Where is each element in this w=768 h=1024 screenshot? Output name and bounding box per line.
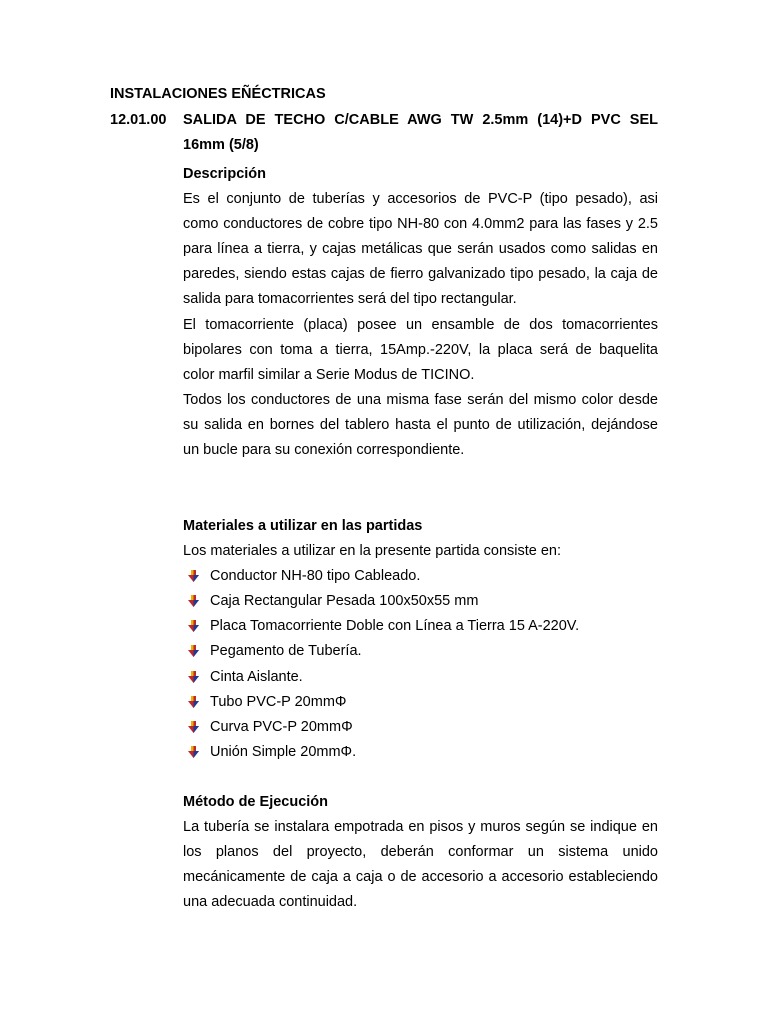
list-item (183, 740, 658, 765)
descripcion-paragraph-2: El tomacorriente (placa) posee un ensamble de dos tomacorrientes bipolares con toma a tierra, 15Amp.-220V, la placa será de baquelita color marfil similar a Serie Modus de TICINO. (183, 316, 658, 383)
material-text: Conductor NH-80 tipo Cableado. (210, 568, 421, 585)
item-heading (110, 108, 658, 158)
arrow-bullet-icon (188, 595, 199, 608)
arrow-bullet-icon (188, 696, 199, 709)
metodo-paragraph: La tubería se instalara empotrada en pisos y muros según se indique en los planos del proyecto, deberán conformar un sistema unido mecánicamente de caja a caja o de accesorio a accesorio estableciendo una adecuada continuidad. (183, 819, 658, 911)
descripcion-title: Descripción (183, 166, 266, 182)
item-code: 12.01.00 (110, 112, 167, 128)
metodo-section (183, 790, 658, 915)
material-text: Tubo PVC-P 20mmΦ (210, 693, 347, 710)
item-title-line1: SALIDA DE TECHO C/CABLE AWG TW 2.5mm (14)+D PVC SEL (183, 112, 658, 128)
document-title: INSTALACIONES EÑÉCTRICAS (110, 86, 326, 102)
material-text: Curva PVC-P 20mmΦ (210, 718, 353, 735)
material-text: Caja Rectangular Pesada 100x50x55 mm (210, 593, 479, 610)
descripcion-paragraph-3: Todos los conductores de una misma fase serán del mismo color desde su salida en bornes del tablero hasta el punto de utilización, dejándose un bucle para su conexión correspondiente. (183, 391, 658, 459)
arrow-bullet-icon (188, 746, 199, 759)
item-heading-line1 (110, 108, 658, 133)
arrow-bullet-icon (188, 671, 199, 684)
materiales-title: Materiales a utilizar en las partidas (183, 518, 423, 534)
list-item (183, 614, 658, 639)
metodo-title: Método de Ejecución (183, 794, 329, 810)
list-item (183, 564, 658, 589)
arrow-bullet-icon (188, 721, 199, 734)
descripcion-section (183, 162, 658, 463)
material-text: Unión Simple 20mmΦ. (210, 743, 357, 760)
material-text: Placa Tomacorriente Doble con Línea a Tierra 15 A-220V. (210, 618, 580, 635)
arrow-bullet-icon (188, 570, 199, 583)
materiales-intro: Los materiales a utilizar en la presente partida consiste en: (183, 543, 562, 560)
material-text: Cinta Aislante. (210, 668, 303, 685)
list-item (183, 589, 658, 614)
materiales-list (183, 564, 658, 765)
list-item (183, 665, 658, 690)
material-text: Pegamento de Tubería. (210, 643, 362, 660)
arrow-bullet-icon (188, 645, 199, 658)
list-item (183, 639, 658, 664)
materiales-section (183, 514, 658, 765)
list-item (183, 715, 658, 740)
descripcion-paragraph-1: Es el conjunto de tuberías y accesorios de PVC-P (tipo pesado), asi como conductores de cobre tipo NH-80 con 4.0mm2 para las fases y 2.5 para línea a tierra, y cajas metálicas que serán usados como salidas en paredes, siendo estas cajas de fierro galvanizado tipo pesado, la caja de salida para tomacorrientes será del tipo rectangular. (183, 191, 658, 308)
item-title-line2: 16mm (5/8) (183, 137, 259, 153)
arrow-bullet-icon (188, 620, 199, 633)
list-item (183, 690, 658, 715)
